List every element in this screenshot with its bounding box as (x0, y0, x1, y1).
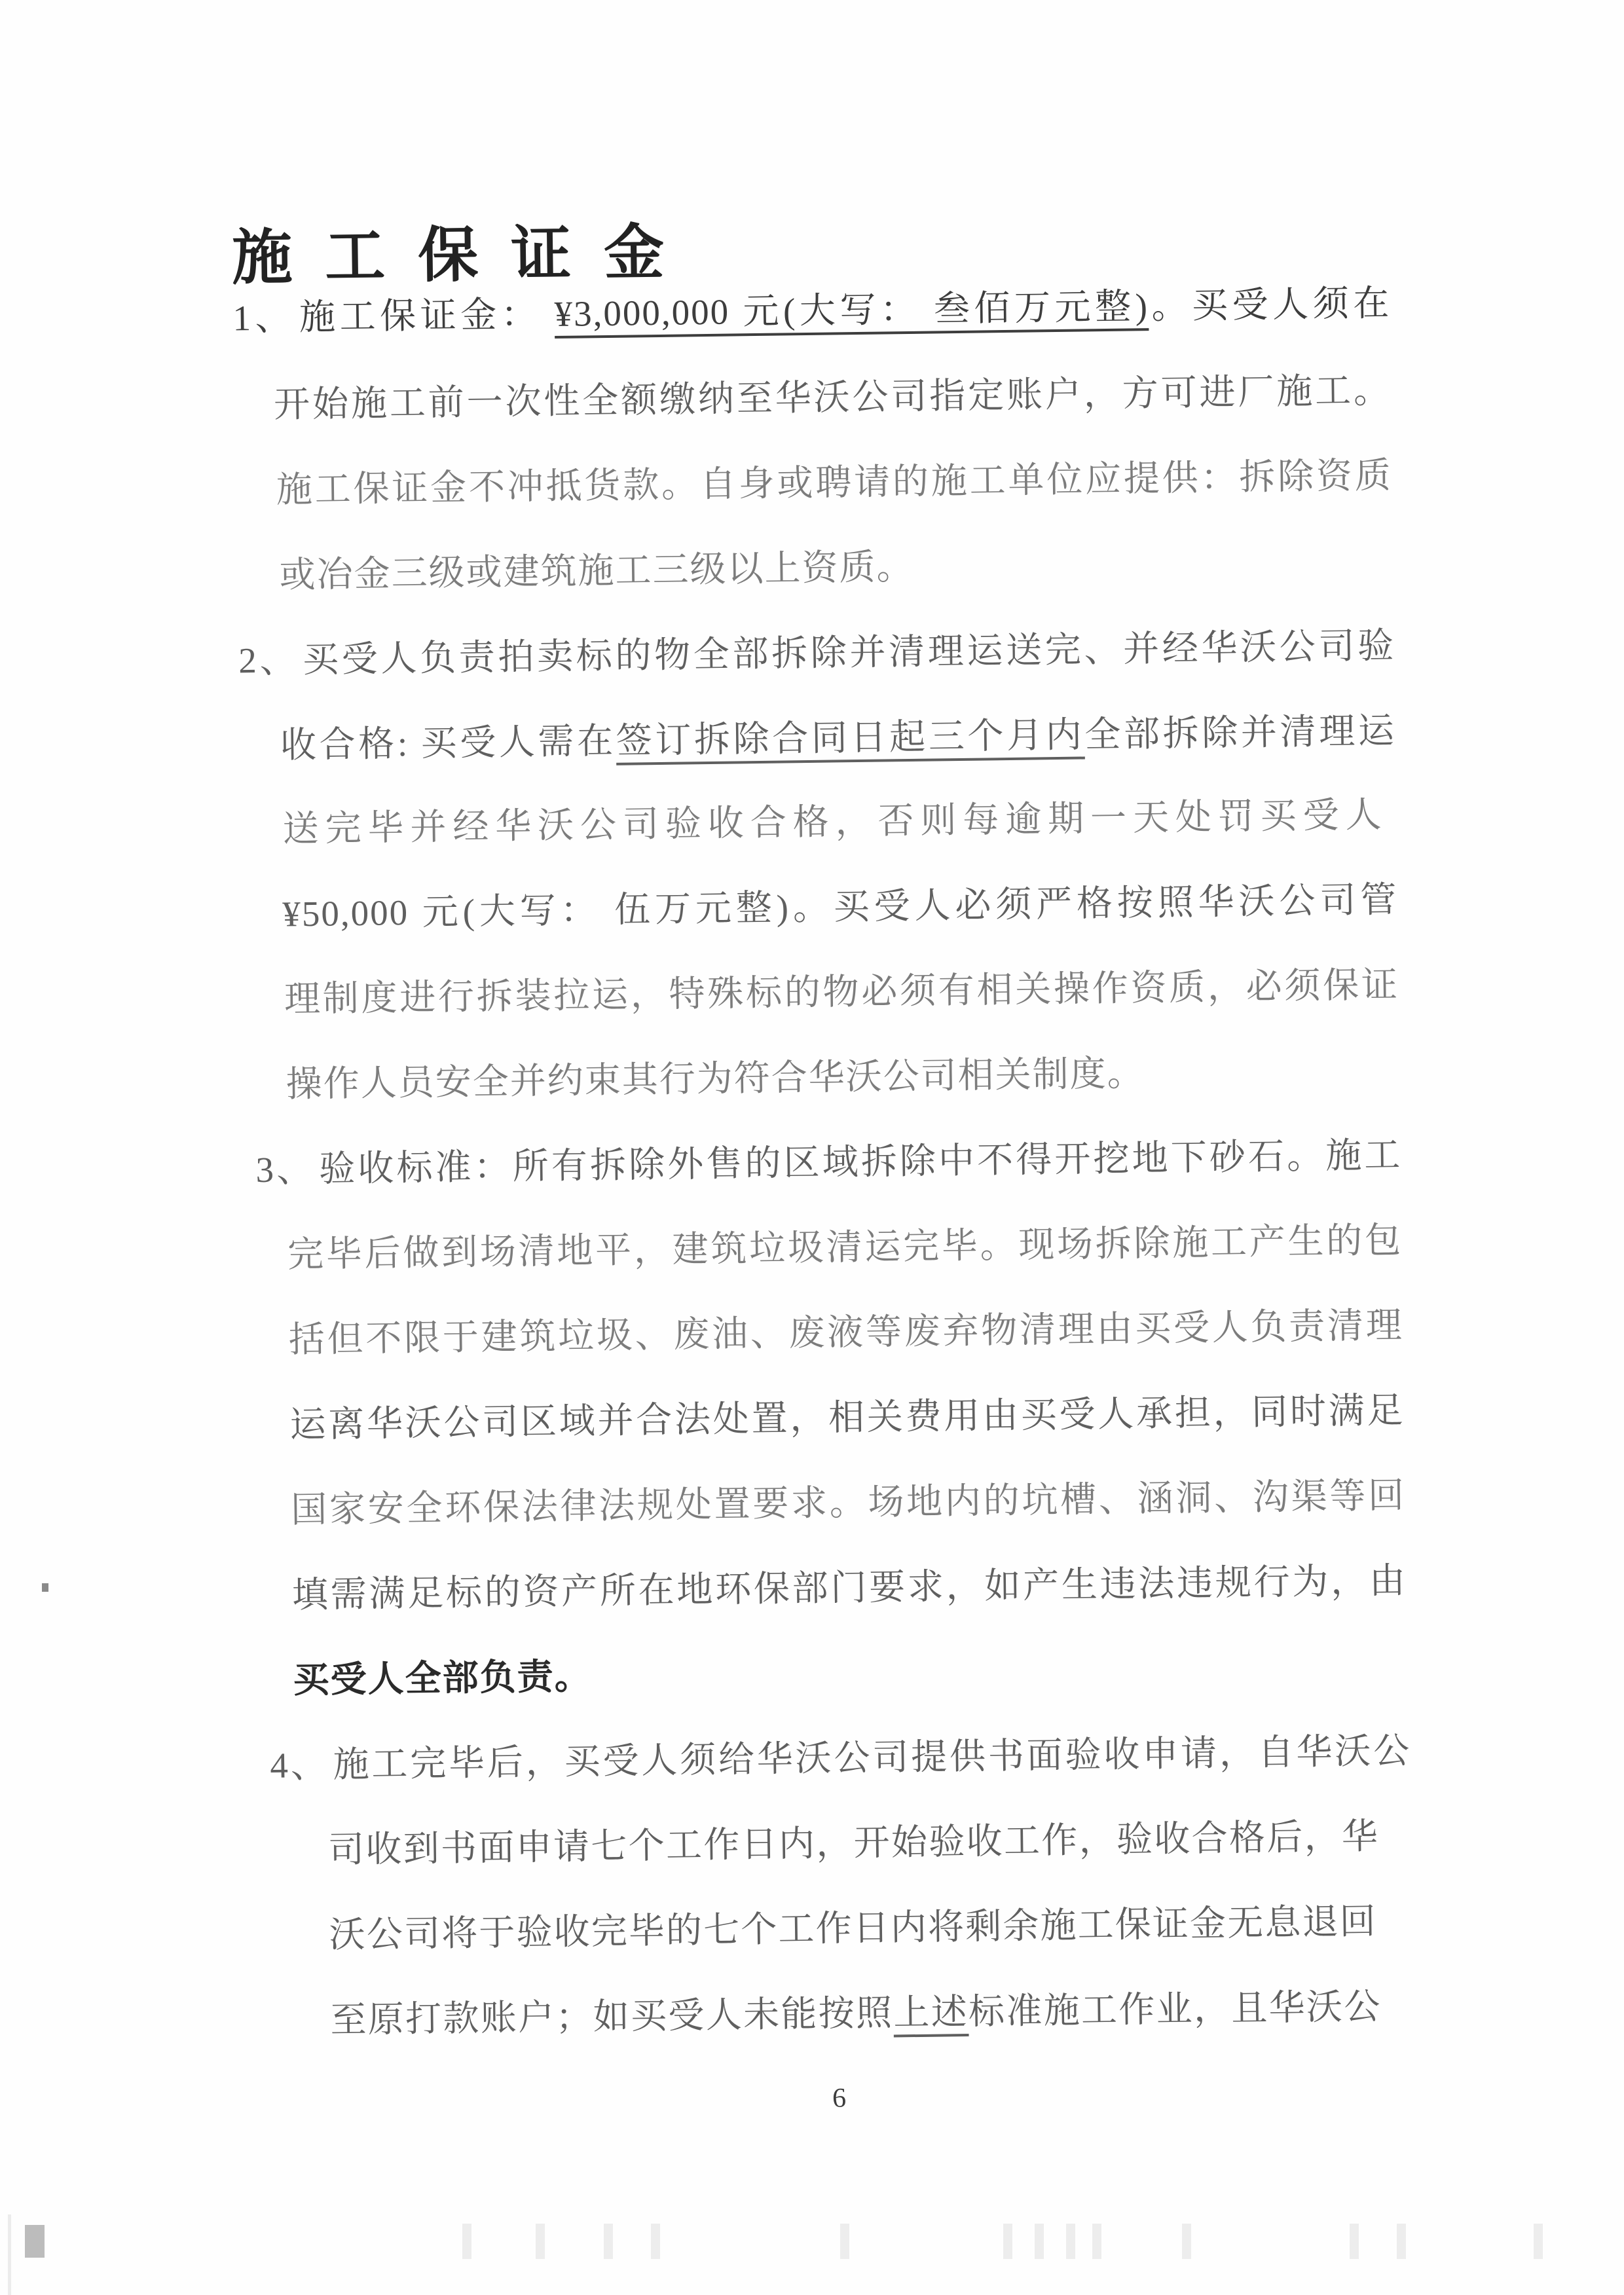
clause-2-line-2: 收合格: 买受人需在签订拆除合同日起三个月内全部拆除并清理运 (280, 710, 1396, 765)
clause-3-line-6: 填需满足标的资产所在地环保部门要求，如产生违法违规行为，由 (291, 1560, 1407, 1615)
clause-4-line-1: 4、施工完毕后，买受人须给华沃公司提供书面验收申请，自华沃公 (269, 1731, 1411, 1786)
clause-1-line-3: 施工保证金不冲抵货款。自身或聘请的施工单位应提供：拆除资质 (276, 455, 1393, 510)
scan-speck (42, 1583, 48, 1592)
clause-1-line-4: 或冶金三级或建筑施工三级以上资质。 (279, 546, 914, 595)
clause-2-line-5: 理制度进行拆装拉运，特殊标的物必须有相关操作资质，必须保证 (284, 964, 1399, 1019)
clause-4-line-4: 至原打款账户；如买受人未能按照上述标准施工作业，且华沃公 (330, 1986, 1382, 2040)
scan-artifact (1066, 2224, 1075, 2259)
clause-1-text: 施工保证金： (299, 294, 555, 338)
clause-2-line-1: 2、买受人负责拍卖标的物全部拆除并清理运送完、并经华沃公司验 (238, 625, 1395, 681)
scan-artifact (462, 2224, 471, 2259)
clause-1-line-2: 开始施工前一次性全额缴纳至华沃公司指定账户，方可进厂施工。 (273, 370, 1392, 425)
clause-2-line-6: 操作人员安全并约束其行为符合华沃公司相关制度。 (286, 1053, 1145, 1105)
scan-artifact (1003, 2224, 1012, 2259)
clause-3-line-4: 运离华沃公司区域并合法处置，相关费用由买受人承担，同时满足 (289, 1390, 1405, 1445)
scan-artifact (1092, 2224, 1101, 2259)
underlined-deposit-amount: ¥3,000,000 元(大写： 叁佰万元整) (554, 286, 1149, 335)
clause-3-line-7-bold: 买受人全部负责。 (293, 1656, 593, 1700)
page-number: 6 (832, 2083, 847, 2114)
scan-artifact (1182, 2224, 1191, 2259)
clause-3-line-5: 国家安全环保法律法规处置要求。场地内的坑槽、涵洞、沟渠等回 (290, 1475, 1406, 1530)
underlined-reference: 上述 (893, 1991, 969, 2033)
clause-3-line-2: 完毕后做到场清地平，建筑垃圾清运完毕。现场拆除施工产生的包 (287, 1220, 1403, 1275)
scan-artifact (1350, 2224, 1359, 2259)
clause-4-line-3: 沃公司将于验收完毕的七个工作日内将剩余施工保证金无息退回 (329, 1901, 1378, 1955)
scan-edge-artifact (8, 2214, 11, 2295)
clause-1-line-1 (232, 283, 1391, 339)
clause-2-number: 2、 (238, 640, 299, 681)
clause-1-text-tail: 。买受人须在 (1148, 283, 1391, 327)
scan-artifact (536, 2224, 545, 2259)
clause-2-line-3: 送完毕并经华沃公司验收合格，否则每逾期一天处罚买受人 (282, 794, 1383, 849)
page-title: 施工保证金 (231, 219, 697, 292)
clause-2-line-4: ¥50,000 元(大写： 伍万元整)。买受人必须严格按照华沃公司管 (282, 879, 1398, 934)
clause-1-number: 1、 (232, 297, 296, 339)
clause-3-line-3: 括但不限于建筑垃圾、废油、废液等废弃物清理由买受人负责清理 (288, 1305, 1404, 1360)
scan-artifact (651, 2224, 660, 2259)
clause-4-line-2: 司收到书面申请七个工作日内，开始验收工作，验收合格后，华 (327, 1816, 1380, 1870)
scan-artifact (1035, 2224, 1044, 2259)
underlined-deadline: 签订拆除合同日起三个月内 (616, 714, 1085, 761)
clause-3-number: 3、 (255, 1148, 316, 1190)
scan-artifact (840, 2224, 849, 2259)
clause-4-number: 4、 (269, 1744, 329, 1786)
scan-artifact (1534, 2224, 1543, 2259)
clause-3-line-1: 3、验收标准：所有拆除外售的区域拆除中不得开挖地下砂石。施工 (255, 1135, 1402, 1190)
scan-artifact (1397, 2224, 1406, 2259)
scan-artifact (604, 2224, 613, 2259)
scan-corner-artifact (25, 2225, 45, 2258)
